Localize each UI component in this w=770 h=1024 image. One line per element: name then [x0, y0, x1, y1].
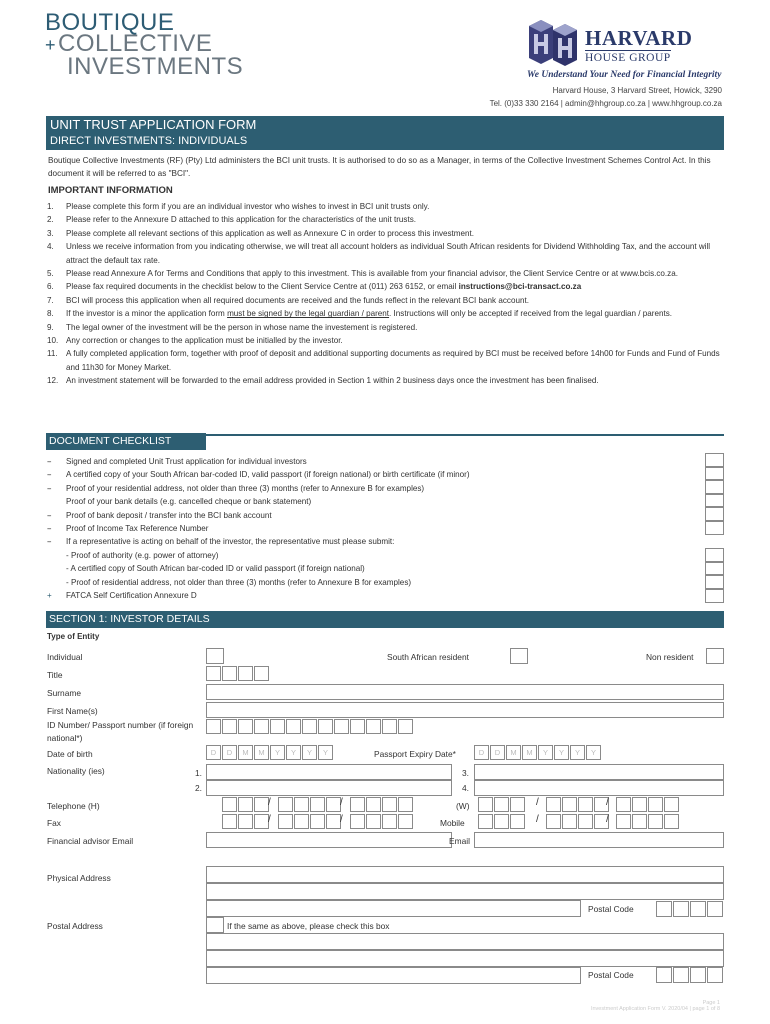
fax-label: Fax: [47, 818, 61, 828]
id-number-label: ID Number/ Passport number (if foreign national*): [47, 720, 194, 743]
list-item: 8. If the investor is a minor the application form must be signed by the legal guardian / parent. Instructions will only be accepted if received from the legal guardian / parents.: [47, 309, 673, 319]
nationality-4-field[interactable]: [474, 780, 724, 796]
checklist-checkboxes: [705, 453, 724, 603]
id-number-boxes[interactable]: [206, 719, 414, 734]
logo-plus-icon: +: [45, 35, 57, 55]
checklist-checkbox[interactable]: [705, 548, 724, 562]
fax-number-boxes-b[interactable]: [350, 814, 414, 829]
email-field[interactable]: [474, 832, 724, 848]
work-number-boxes-a[interactable]: [546, 797, 610, 812]
non-resident-checkbox[interactable]: [706, 648, 724, 664]
checklist-checkbox[interactable]: [705, 562, 724, 576]
mobile-code-boxes[interactable]: [478, 814, 526, 829]
postal-postal-code-label: Postal Code: [588, 970, 634, 980]
slash: /: [340, 797, 343, 808]
fa-email-label: Financial advisor Email: [47, 836, 134, 846]
list-item: - Proof of residential address, not older than three (3) months (refer to Annexure B for examples): [66, 577, 412, 587]
form-subtitle: DIRECT INVESTMENTS: INDIVIDUALS: [50, 135, 248, 147]
email-link[interactable]: instructions@bci-transact.co.za: [458, 282, 582, 292]
list-item: Proof of your bank details (e.g. cancelled cheque or bank statement): [66, 497, 312, 507]
list-item: 7. BCI will process this application when all required documents are received and the funds reflect in the relevant BCI bank account.: [47, 295, 529, 305]
physical-address-line2[interactable]: [206, 883, 724, 900]
checklist-checkbox[interactable]: [705, 589, 724, 603]
checklist-checkbox[interactable]: [705, 535, 724, 549]
slash: /: [340, 814, 343, 825]
fax-code-boxes[interactable]: [222, 814, 270, 829]
physical-postal-code-boxes[interactable]: [656, 901, 724, 917]
logo-line2: COLLECTIVE: [58, 30, 213, 57]
bci-logo: [45, 9, 244, 80]
dob-boxes[interactable]: D D M M Y Y Y Y: [206, 745, 334, 760]
hhg-name: HARVARD: [585, 26, 693, 50]
checklist-checkbox[interactable]: [705, 521, 724, 535]
individual-checkbox[interactable]: [206, 648, 224, 664]
address-line1: Harvard House, 3 Harvard Street, Howick, 3290: [552, 86, 722, 95]
tel-number-boxes-a[interactable]: [278, 797, 342, 812]
work-label: (W): [456, 801, 470, 811]
sa-resident-label: South African resident: [387, 652, 469, 662]
list-item: -- Signed and completed Unit Trust application for individual investors: [47, 457, 307, 466]
hhg-logo: [525, 18, 722, 84]
list-item: -- Proof of Income Tax Reference Number: [47, 524, 209, 534]
title-label: Title: [47, 670, 63, 680]
slash: /: [606, 814, 609, 825]
telephone-label: Telephone (H): [47, 801, 100, 811]
plus-icon: +: [47, 591, 51, 601]
important-list: [47, 200, 727, 388]
important-heading: IMPORTANT INFORMATION: [48, 185, 173, 196]
mobile-number-boxes-b[interactable]: [616, 814, 680, 829]
postal-address-line1[interactable]: [206, 933, 724, 950]
hhg-cubes-icon: [525, 18, 581, 68]
nationality-1-num: 1.: [195, 768, 202, 778]
list-item: 2. Please refer to the Annexure D attached to this application for the characteristics of the unit trusts.: [47, 215, 417, 225]
passport-expiry-boxes[interactable]: D D M M Y Y Y Y: [474, 745, 602, 760]
work-number-boxes-b[interactable]: [616, 797, 680, 812]
nationality-2-field[interactable]: [206, 780, 452, 796]
individual-label: Individual: [47, 652, 83, 662]
list-item: -- Proof of your residential address, not older than three (3) months (refer to Annexure B for examples): [47, 483, 425, 493]
list-item: 3. Please complete all relevant sections of this application as well as Annexure C in order to process this investment.: [47, 228, 475, 238]
nationality-label: Nationality (ies): [47, 766, 105, 776]
list-item: + FATCA Self Certification Annexure D: [47, 589, 707, 602]
intro-paragraph: Boutique Collective Investments (RF) (Pty) Ltd administers the BCI unit trusts. It is authorised to do so as a Manager, in terms of the Collective Investment Schemes Control Act. In this document it will be referred to as "BCI".: [48, 156, 711, 178]
tel-code-boxes[interactable]: [222, 797, 270, 812]
non-resident-label: Non resident: [646, 652, 694, 662]
section1-heading: SECTION 1: INVESTOR DETAILS: [46, 611, 724, 628]
footer-line1: Page 1: [702, 1000, 720, 1006]
physical-postal-code-label: Postal Code: [588, 904, 634, 914]
address-line2: Tel. (0)33 330 2164 | admin@hhgroup.co.za | www.hhgroup.co.za: [489, 99, 722, 108]
postal-address-line2[interactable]: [206, 950, 724, 967]
nationality-3-num: 3.: [462, 768, 469, 778]
slash: /: [606, 797, 609, 808]
hhg-tagline: We Understand Your Need for Financial Integrity: [527, 70, 722, 80]
title-boxes[interactable]: [206, 666, 270, 681]
postal-address-label: Postal Address: [47, 921, 103, 931]
postal-address-line3[interactable]: [206, 967, 581, 984]
slash: /: [536, 797, 539, 808]
checklist-checkbox[interactable]: [705, 467, 724, 481]
list-item: - Proof of authority (e.g. power of attorney): [66, 550, 219, 560]
physical-address-label: Physical Address: [47, 873, 111, 883]
footer-line2: Investment Application Form V. 2020/04 | page 1 of 8: [590, 1006, 720, 1012]
slash: /: [268, 797, 271, 808]
passport-expiry-label: Passport Expiry Date*: [374, 749, 456, 759]
physical-address-line3[interactable]: [206, 900, 581, 917]
list-item: -- A certified copy of your South African bar-coded ID, valid passport (if foreign national) or birth certificate (if minor): [47, 470, 470, 480]
nationality-1-field[interactable]: [206, 764, 452, 780]
surname-field[interactable]: [206, 684, 724, 700]
list-item: 12. An investment statement will be forwarded to the email address provided in Section 1 within 2 business days once the investment has been finalised.: [47, 376, 599, 386]
checklist: [47, 455, 707, 602]
checklist-checkbox[interactable]: [705, 453, 724, 467]
postal-postal-code-boxes[interactable]: [656, 967, 724, 983]
list-item: 10. Any correction or changes to the application must be initialled by the investor.: [47, 336, 343, 346]
type-of-entity-label: Type of Entity: [47, 632, 100, 641]
mobile-number-boxes-a[interactable]: [546, 814, 610, 829]
list-item: 11. A fully completed application form, together with proof of deposit and additional supporting documents as required by BCI must be received before 14h00 for Funds and Fund of Funds and 11h30 for Money Market.: [47, 349, 720, 372]
list-item: 9. The legal owner of the investment will be the person in whose name the investement is registered.: [47, 322, 418, 332]
list-item: 4. Unless we receive information from you indicating otherwise, we will treat all account holders as individual South African residents for Dividend Withholding Tax, and the account will attract the default tax rate.: [47, 242, 711, 265]
nationality-2-num: 2.: [195, 783, 202, 793]
physical-address-line1[interactable]: [206, 866, 724, 883]
nationality-3-field[interactable]: [474, 764, 724, 780]
first-names-label: First Name(s): [47, 706, 98, 716]
surname-label: Surname: [47, 688, 81, 698]
work-code-boxes[interactable]: [478, 797, 526, 812]
logo-line3: INVESTMENTS: [67, 53, 244, 80]
footer: [591, 1000, 720, 1012]
same-as-above-label: If the same as above, please check this box: [227, 921, 390, 931]
form-banner: [46, 116, 724, 150]
list-item: -- If a representative is acting on behalf of the investor, the representative must please submit:: [47, 537, 395, 547]
fax-number-boxes-a[interactable]: [278, 814, 342, 829]
slash: /: [268, 814, 271, 825]
dob-label: Date of birth: [47, 749, 93, 759]
list-item: 5. Please read Annexure A for Terms and Conditions that apply to this investment. This is available from your financial advisor, the Client Service Centre or at www.bcis.co.za.: [47, 269, 678, 279]
list-item: 1. Please complete this form if you are an individual investor who wishes to invest in BCI unit trusts only.: [47, 202, 430, 211]
slash: /: [536, 814, 539, 825]
mobile-label: Mobile: [440, 818, 465, 828]
email-label: Email: [449, 836, 470, 846]
hhg-sub: HOUSE GROUP: [585, 52, 671, 64]
checklist-checkbox[interactable]: [705, 480, 724, 494]
checklist-checkbox[interactable]: [705, 507, 724, 521]
checklist-heading: DOCUMENT CHECKLIST: [46, 433, 206, 450]
nationality-4-num: 4.: [462, 783, 469, 793]
same-as-above-checkbox[interactable]: [206, 917, 224, 933]
checklist-checkbox[interactable]: [705, 494, 724, 508]
form-title: UNIT TRUST APPLICATION FORM: [50, 117, 257, 132]
list-item: - A certified copy of South African bar-coded ID or valid passport (if foreign national): [66, 564, 365, 574]
tel-number-boxes-b[interactable]: [350, 797, 414, 812]
divider: [206, 434, 724, 436]
sa-resident-checkbox[interactable]: [510, 648, 528, 664]
checklist-checkbox[interactable]: [705, 575, 724, 589]
list-item: 6. Please fax required documents in the checklist below to the Client Service Centre at (011) 263 6152, or email instructions@bci-transact.co.za: [47, 282, 582, 292]
logo-line1: BOUTIQUE: [45, 9, 175, 36]
list-item: -- Proof of bank deposit / transfer into the BCI bank account: [47, 510, 272, 520]
first-names-field[interactable]: [206, 702, 724, 718]
fa-email-field[interactable]: [206, 832, 452, 848]
